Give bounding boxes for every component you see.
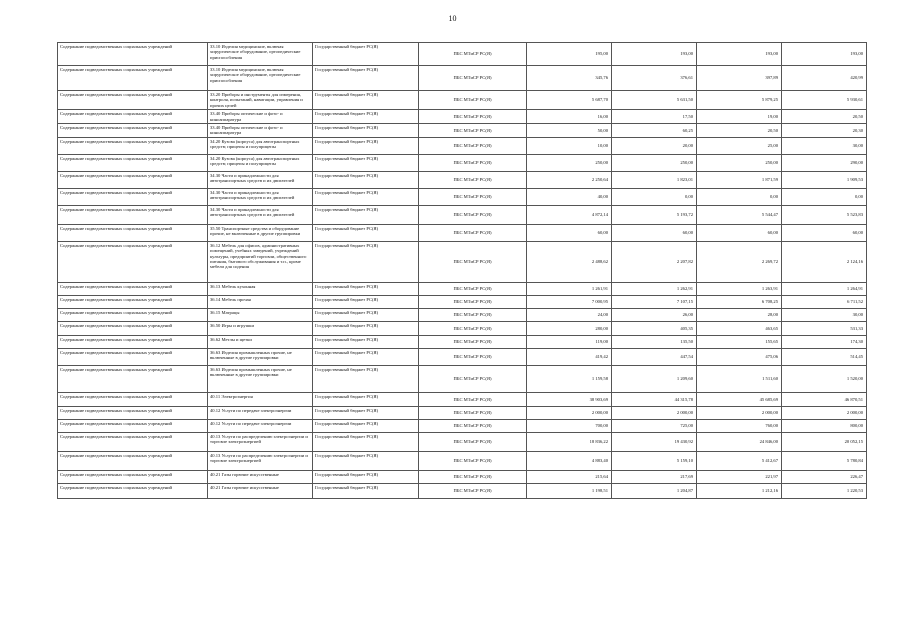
funding-source-cell: Государственный бюджет РС(Я) (313, 171, 419, 188)
value-cell-4: 2 124,16 (782, 241, 867, 282)
value-cell-2: 20,00 (612, 137, 697, 154)
funding-source-cell: Государственный бюджет РС(Я) (313, 282, 419, 295)
value-cell-1: 60,00 (527, 224, 612, 241)
value-cell-2: 1 204,87 (612, 483, 697, 498)
value-cell-3: 5 879,25 (697, 91, 782, 110)
value-cell-2: 60,00 (612, 224, 697, 241)
value-cell-4: 2 000,00 (782, 406, 867, 419)
value-cell-1: 4 883,40 (527, 451, 612, 470)
value-cell-4: 20,30 (782, 124, 867, 138)
funding-source-cell: Государственный бюджет РС(Я) (313, 205, 419, 224)
value-cell-2: 376,61 (612, 66, 697, 91)
budget-code-cell: ПБС МТиСР РС(Я) (419, 451, 527, 470)
institution-cell: Содержание подведомственных социальных учреждений (58, 110, 208, 124)
value-cell-4: 800,00 (782, 419, 867, 432)
value-cell-2: 5 631,50 (612, 91, 697, 110)
item-cell: 36.12 Мебель для офисов, административных помещений, учебных заведений, учреждений культуры, предприятий торговли, общественного питания, бытового обслуживания и т.п., кроме мебели для сидения (208, 241, 313, 282)
institution-cell: Содержание подведомственных социальных учреждений (58, 66, 208, 91)
value-cell-4: 0,00 (782, 188, 867, 205)
table-row (58, 451, 867, 470)
institution-cell: Содержание подведомственных социальных учреждений (58, 308, 208, 321)
value-cell-1: 345,76 (527, 66, 612, 91)
value-cell-2: 7 107,15 (612, 295, 697, 308)
institution-cell: Содержание подведомственных социальных учреждений (58, 224, 208, 241)
institution-cell: Содержание подведомственных социальных учреждений (58, 241, 208, 282)
funding-source-cell: Государственный бюджет РС(Я) (313, 66, 419, 91)
value-cell-4: 46 870,51 (782, 392, 867, 406)
budget-code-cell: ПБС МТиСР РС(Я) (419, 321, 527, 335)
funding-source-cell: Государственный бюджет РС(Я) (313, 470, 419, 483)
item-cell: 40.13 Услуги по распределению электроэнергии и торговле электроэнергией (208, 432, 313, 451)
value-cell-3: 2 269,72 (697, 241, 782, 282)
value-cell-4: 30,00 (782, 137, 867, 154)
institution-cell: Содержание подведомственных социальных учреждений (58, 124, 208, 138)
funding-source-cell: Государственный бюджет РС(Я) (313, 483, 419, 498)
value-cell-1: 195,00 (527, 43, 612, 66)
value-cell-2: 217,69 (612, 470, 697, 483)
value-cell-4: 60,00 (782, 224, 867, 241)
value-cell-3: 475,06 (697, 348, 782, 365)
institution-cell: Содержание подведомственных социальных учреждений (58, 171, 208, 188)
value-cell-2: 26,00 (612, 308, 697, 321)
institution-cell: Содержание подведомственных социальных учреждений (58, 154, 208, 171)
budget-code-cell: ПБС МТиСР РС(Я) (419, 205, 527, 224)
item-cell: 36.63 Изделия промышленных прочие, не включенные в другие группировки (208, 348, 313, 365)
value-cell-1: 2 250,64 (527, 171, 612, 188)
table-row (58, 321, 867, 335)
funding-source-cell: Государственный бюджет РС(Я) (313, 91, 419, 110)
value-cell-4: 514,45 (782, 348, 867, 365)
value-cell-4: 30,00 (782, 308, 867, 321)
item-cell: 36.62 Метлы и щетки (208, 335, 313, 348)
budget-code-cell: ПБС МТиСР РС(Я) (419, 348, 527, 365)
item-cell: 33.40 Приборы оптические и фото- и киноаппаратура (208, 124, 313, 138)
table-row (58, 470, 867, 483)
value-cell-3: 60,00 (697, 224, 782, 241)
table-row (58, 295, 867, 308)
institution-cell: Содержание подведомственных социальных учреждений (58, 365, 208, 392)
item-cell: 40.12 Услуги по передаче электроэнергии (208, 419, 313, 432)
budget-code-cell: ПБС МТиСР РС(Я) (419, 295, 527, 308)
table-row (58, 335, 867, 348)
value-cell-2: 1 209,60 (612, 365, 697, 392)
institution-cell: Содержание подведомственных социальных учреждений (58, 205, 208, 224)
table-row (58, 91, 867, 110)
value-cell-4: 174,30 (782, 335, 867, 348)
item-cell: 34.30 Части и принадлежности для автотранспортных средств и их двигателей (208, 188, 313, 205)
value-cell-2: 250,00 (612, 154, 697, 171)
value-cell-2: 5 159,10 (612, 451, 697, 470)
table-row (58, 406, 867, 419)
budget-code-cell: ПБС МТиСР РС(Я) (419, 188, 527, 205)
value-cell-1: 50,00 (527, 124, 612, 138)
value-cell-3: 0,00 (697, 188, 782, 205)
value-cell-1: 700,00 (527, 419, 612, 432)
value-cell-2: 1 262,91 (612, 282, 697, 295)
institution-cell: Содержание подведомственных социальных учреждений (58, 43, 208, 66)
item-cell: 36.15 Матрацы (208, 308, 313, 321)
table-row (58, 124, 867, 138)
value-cell-4: 1 264,91 (782, 282, 867, 295)
funding-source-cell: Государственный бюджет РС(Я) (313, 308, 419, 321)
value-cell-2: 193,00 (612, 43, 697, 66)
value-cell-1: 38 903,69 (527, 392, 612, 406)
item-cell: 34.30 Части и принадлежности для автотранспортных средств и их двигателей (208, 205, 313, 224)
value-cell-3: 20,50 (697, 124, 782, 138)
table-row (58, 348, 867, 365)
value-cell-4: 5 780,84 (782, 451, 867, 470)
institution-cell: Содержание подведомственных социальных учреждений (58, 295, 208, 308)
value-cell-3: 1 871,59 (697, 171, 782, 188)
budget-code-cell: ПБС МТиСР РС(Я) (419, 432, 527, 451)
item-cell: 40.21 Газы горючие искусственные (208, 483, 313, 498)
value-cell-4: 193,00 (782, 43, 867, 66)
institution-cell: Содержание подведомственных социальных учреждений (58, 348, 208, 365)
funding-source-cell: Государственный бюджет РС(Я) (313, 392, 419, 406)
value-cell-4: 226,47 (782, 470, 867, 483)
item-cell: 33.10 Изделия медицинские, включая хирургическое оборудование, ортопедические приспособления (208, 43, 313, 66)
budget-code-cell: ПБС МТиСР РС(Я) (419, 365, 527, 392)
value-cell-1: 5 687,70 (527, 91, 612, 110)
value-cell-4: 420,99 (782, 66, 867, 91)
budget-code-cell: ПБС МТиСР РС(Я) (419, 154, 527, 171)
value-cell-3: 19,00 (697, 110, 782, 124)
value-cell-3: 28,00 (697, 308, 782, 321)
table-row (58, 432, 867, 451)
institution-cell: Содержание подведомственных социальных учреждений (58, 470, 208, 483)
value-cell-4: 20 052,15 (782, 432, 867, 451)
value-cell-1: 119,00 (527, 335, 612, 348)
value-cell-3: 24 846,00 (697, 432, 782, 451)
budget-table (57, 42, 867, 499)
value-cell-2: 0,00 (612, 188, 697, 205)
budget-code-cell: ПБС МТиСР РС(Я) (419, 43, 527, 66)
budget-code-cell: ПБС МТиСР РС(Я) (419, 224, 527, 241)
value-cell-2: 447,54 (612, 348, 697, 365)
value-cell-2: 2 207,82 (612, 241, 697, 282)
value-cell-1: 215,64 (527, 470, 612, 483)
table-row (58, 241, 867, 282)
value-cell-2: 19 430,92 (612, 432, 697, 451)
value-cell-3: 760,00 (697, 419, 782, 432)
item-cell: 33.10 Изделия медицинские, включая хирургическое оборудование, ортопедические приспособления (208, 66, 313, 91)
table-row (58, 308, 867, 321)
page-number: 10 (448, 14, 457, 23)
value-cell-3: 45 685,69 (697, 392, 782, 406)
item-cell: 40.11 Электроэнергия (208, 392, 313, 406)
value-cell-2: 44 315,78 (612, 392, 697, 406)
institution-cell: Содержание подведомственных социальных учреждений (58, 419, 208, 432)
funding-source-cell: Государственный бюджет РС(Я) (313, 224, 419, 241)
value-cell-2: 2 000,00 (612, 406, 697, 419)
budget-code-cell: ПБС МТиСР РС(Я) (419, 137, 527, 154)
value-cell-1: 250,00 (527, 154, 612, 171)
value-cell-2: 135,50 (612, 335, 697, 348)
budget-code-cell: ПБС МТиСР РС(Я) (419, 406, 527, 419)
value-cell-4: 531,33 (782, 321, 867, 335)
funding-source-cell: Государственный бюджет РС(Я) (313, 365, 419, 392)
budget-code-cell: ПБС МТиСР РС(Я) (419, 308, 527, 321)
funding-source-cell: Государственный бюджет РС(Я) (313, 241, 419, 282)
value-cell-1: 40,00 (527, 188, 612, 205)
funding-source-cell: Государственный бюджет РС(Я) (313, 406, 419, 419)
budget-code-cell: ПБС МТиСР РС(Я) (419, 335, 527, 348)
institution-cell: Содержание подведомственных социальных учреждений (58, 282, 208, 295)
table-row (58, 205, 867, 224)
item-cell: 36.14 Мебель прочая (208, 295, 313, 308)
budget-code-cell: ПБС МТиСР РС(Я) (419, 124, 527, 138)
item-cell: 34.20 Кузова (корпуса) для автотранспортных средств; прицепы и полуприцепы (208, 154, 313, 171)
table-row (58, 392, 867, 406)
budget-code-cell: ПБС МТиСР РС(Я) (419, 241, 527, 282)
item-cell: 36.63 Изделия промышленных прочие, не включенные в другие группировки (208, 365, 313, 392)
item-cell: 34.20 Кузова (корпуса) для автотранспортных средств; прицепы и полуприцепы (208, 137, 313, 154)
institution-cell: Содержание подведомственных социальных учреждений (58, 406, 208, 419)
budget-code-cell: ПБС МТиСР РС(Я) (419, 483, 527, 498)
budget-code-cell: ПБС МТиСР РС(Я) (419, 282, 527, 295)
funding-source-cell: Государственный бюджет РС(Я) (313, 137, 419, 154)
value-cell-3: 250,00 (697, 154, 782, 171)
funding-source-cell: Государственный бюджет РС(Я) (313, 451, 419, 470)
funding-source-cell: Государственный бюджет РС(Я) (313, 348, 419, 365)
value-cell-1: 4 872,14 (527, 205, 612, 224)
value-cell-2: 17,50 (612, 110, 697, 124)
value-cell-4: 5 523,83 (782, 205, 867, 224)
value-cell-3: 6 708,25 (697, 295, 782, 308)
value-cell-1: 2 000,00 (527, 406, 612, 419)
funding-source-cell: Государственный бюджет РС(Я) (313, 295, 419, 308)
institution-cell: Содержание подведомственных социальных учреждений (58, 137, 208, 154)
institution-cell: Содержание подведомственных социальных учреждений (58, 451, 208, 470)
budget-code-cell: ПБС МТиСР РС(Я) (419, 110, 527, 124)
table-row (58, 483, 867, 498)
table-row (58, 224, 867, 241)
value-cell-1: 2 488,62 (527, 241, 612, 282)
item-cell: 40.21 Газы горючие искусственные (208, 470, 313, 483)
value-cell-1: 1 261,91 (527, 282, 612, 295)
item-cell: 40.12 Услуги по передаче электроэнергии (208, 406, 313, 419)
institution-cell: Содержание подведомственных социальных учреждений (58, 188, 208, 205)
table-row (58, 171, 867, 188)
value-cell-3: 1 263,91 (697, 282, 782, 295)
value-cell-3: 5 412,67 (697, 451, 782, 470)
item-cell: 34.30 Части и принадлежности для автотранспортных средств и их двигателей (208, 171, 313, 188)
table-row (58, 282, 867, 295)
funding-source-cell: Государственный бюджет РС(Я) (313, 419, 419, 432)
value-cell-3: 2 000,00 (697, 406, 782, 419)
institution-cell: Содержание подведомственных социальных учреждений (58, 432, 208, 451)
value-cell-1: 280,00 (527, 321, 612, 335)
value-cell-2: 725,00 (612, 419, 697, 432)
value-cell-4: 20,50 (782, 110, 867, 124)
institution-cell: Содержание подведомственных социальных учреждений (58, 392, 208, 406)
item-cell: 33.40 Приборы оптические и фото- и киноаппаратура (208, 110, 313, 124)
value-cell-2: 405,35 (612, 321, 697, 335)
value-cell-3: 1 212,16 (697, 483, 782, 498)
value-cell-1: 16,00 (527, 110, 612, 124)
budget-code-cell: ПБС МТиСР РС(Я) (419, 419, 527, 432)
funding-source-cell: Государственный бюджет РС(Я) (313, 335, 419, 348)
table-row (58, 110, 867, 124)
funding-source-cell: Государственный бюджет РС(Я) (313, 321, 419, 335)
value-cell-4: 1 220,53 (782, 483, 867, 498)
value-cell-3: 155,65 (697, 335, 782, 348)
value-cell-2: 5 193,72 (612, 205, 697, 224)
value-cell-3: 1 511,60 (697, 365, 782, 392)
value-cell-3: 221,97 (697, 470, 782, 483)
value-cell-4: 1 909,53 (782, 171, 867, 188)
value-cell-1: 24,00 (527, 308, 612, 321)
value-cell-1: 419,42 (527, 348, 612, 365)
institution-cell: Содержание подведомственных социальных учреждений (58, 335, 208, 348)
institution-cell: Содержание подведомственных социальных учреждений (58, 483, 208, 498)
value-cell-1: 7 000,95 (527, 295, 612, 308)
item-cell: 36.13 Мебель кухонная (208, 282, 313, 295)
funding-source-cell: Государственный бюджет РС(Я) (313, 188, 419, 205)
funding-source-cell: Государственный бюджет РС(Я) (313, 110, 419, 124)
institution-cell: Содержание подведомственных социальных учреждений (58, 91, 208, 110)
funding-source-cell: Государственный бюджет РС(Я) (313, 43, 419, 66)
value-cell-2: 60,25 (612, 124, 697, 138)
item-cell: 35.50 Транспортные средства и оборудование прочие, не включенные в другие группировки (208, 224, 313, 241)
funding-source-cell: Государственный бюджет РС(Я) (313, 124, 419, 138)
value-cell-1: 1 159,58 (527, 365, 612, 392)
funding-source-cell: Государственный бюджет РС(Я) (313, 432, 419, 451)
table-row (58, 365, 867, 392)
value-cell-3: 5 544,47 (697, 205, 782, 224)
item-cell: 33.20 Приборы и инструменты для измерения, контроля, испытаний, навигации, управления и прочих целей (208, 91, 313, 110)
value-cell-4: 5 930,61 (782, 91, 867, 110)
value-cell-1: 1 198,51 (527, 483, 612, 498)
table-row (58, 188, 867, 205)
table-row (58, 419, 867, 432)
table-row (58, 137, 867, 154)
value-cell-4: 6 711,52 (782, 295, 867, 308)
value-cell-1: 18 836,22 (527, 432, 612, 451)
budget-code-cell: ПБС МТиСР РС(Я) (419, 470, 527, 483)
institution-cell: Содержание подведомственных социальных учреждений (58, 321, 208, 335)
budget-code-cell: ПБС МТиСР РС(Я) (419, 66, 527, 91)
budget-code-cell: ПБС МТиСР РС(Я) (419, 91, 527, 110)
item-cell: 36.50 Игры и игрушки (208, 321, 313, 335)
value-cell-3: 193,00 (697, 43, 782, 66)
value-cell-3: 25,00 (697, 137, 782, 154)
value-cell-1: 10,00 (527, 137, 612, 154)
budget-code-cell: ПБС МТиСР РС(Я) (419, 171, 527, 188)
table-row (58, 66, 867, 91)
value-cell-3: 463,65 (697, 321, 782, 335)
value-cell-3: 397,89 (697, 66, 782, 91)
value-cell-2: 1 823,01 (612, 171, 697, 188)
value-cell-4: 290,00 (782, 154, 867, 171)
table-row (58, 154, 867, 171)
value-cell-4: 1 520,00 (782, 365, 867, 392)
funding-source-cell: Государственный бюджет РС(Я) (313, 154, 419, 171)
item-cell: 40.13 Услуги по распределению электроэнергии и торговле электроэнергией (208, 451, 313, 470)
table-row (58, 43, 867, 66)
budget-code-cell: ПБС МТиСР РС(Я) (419, 392, 527, 406)
